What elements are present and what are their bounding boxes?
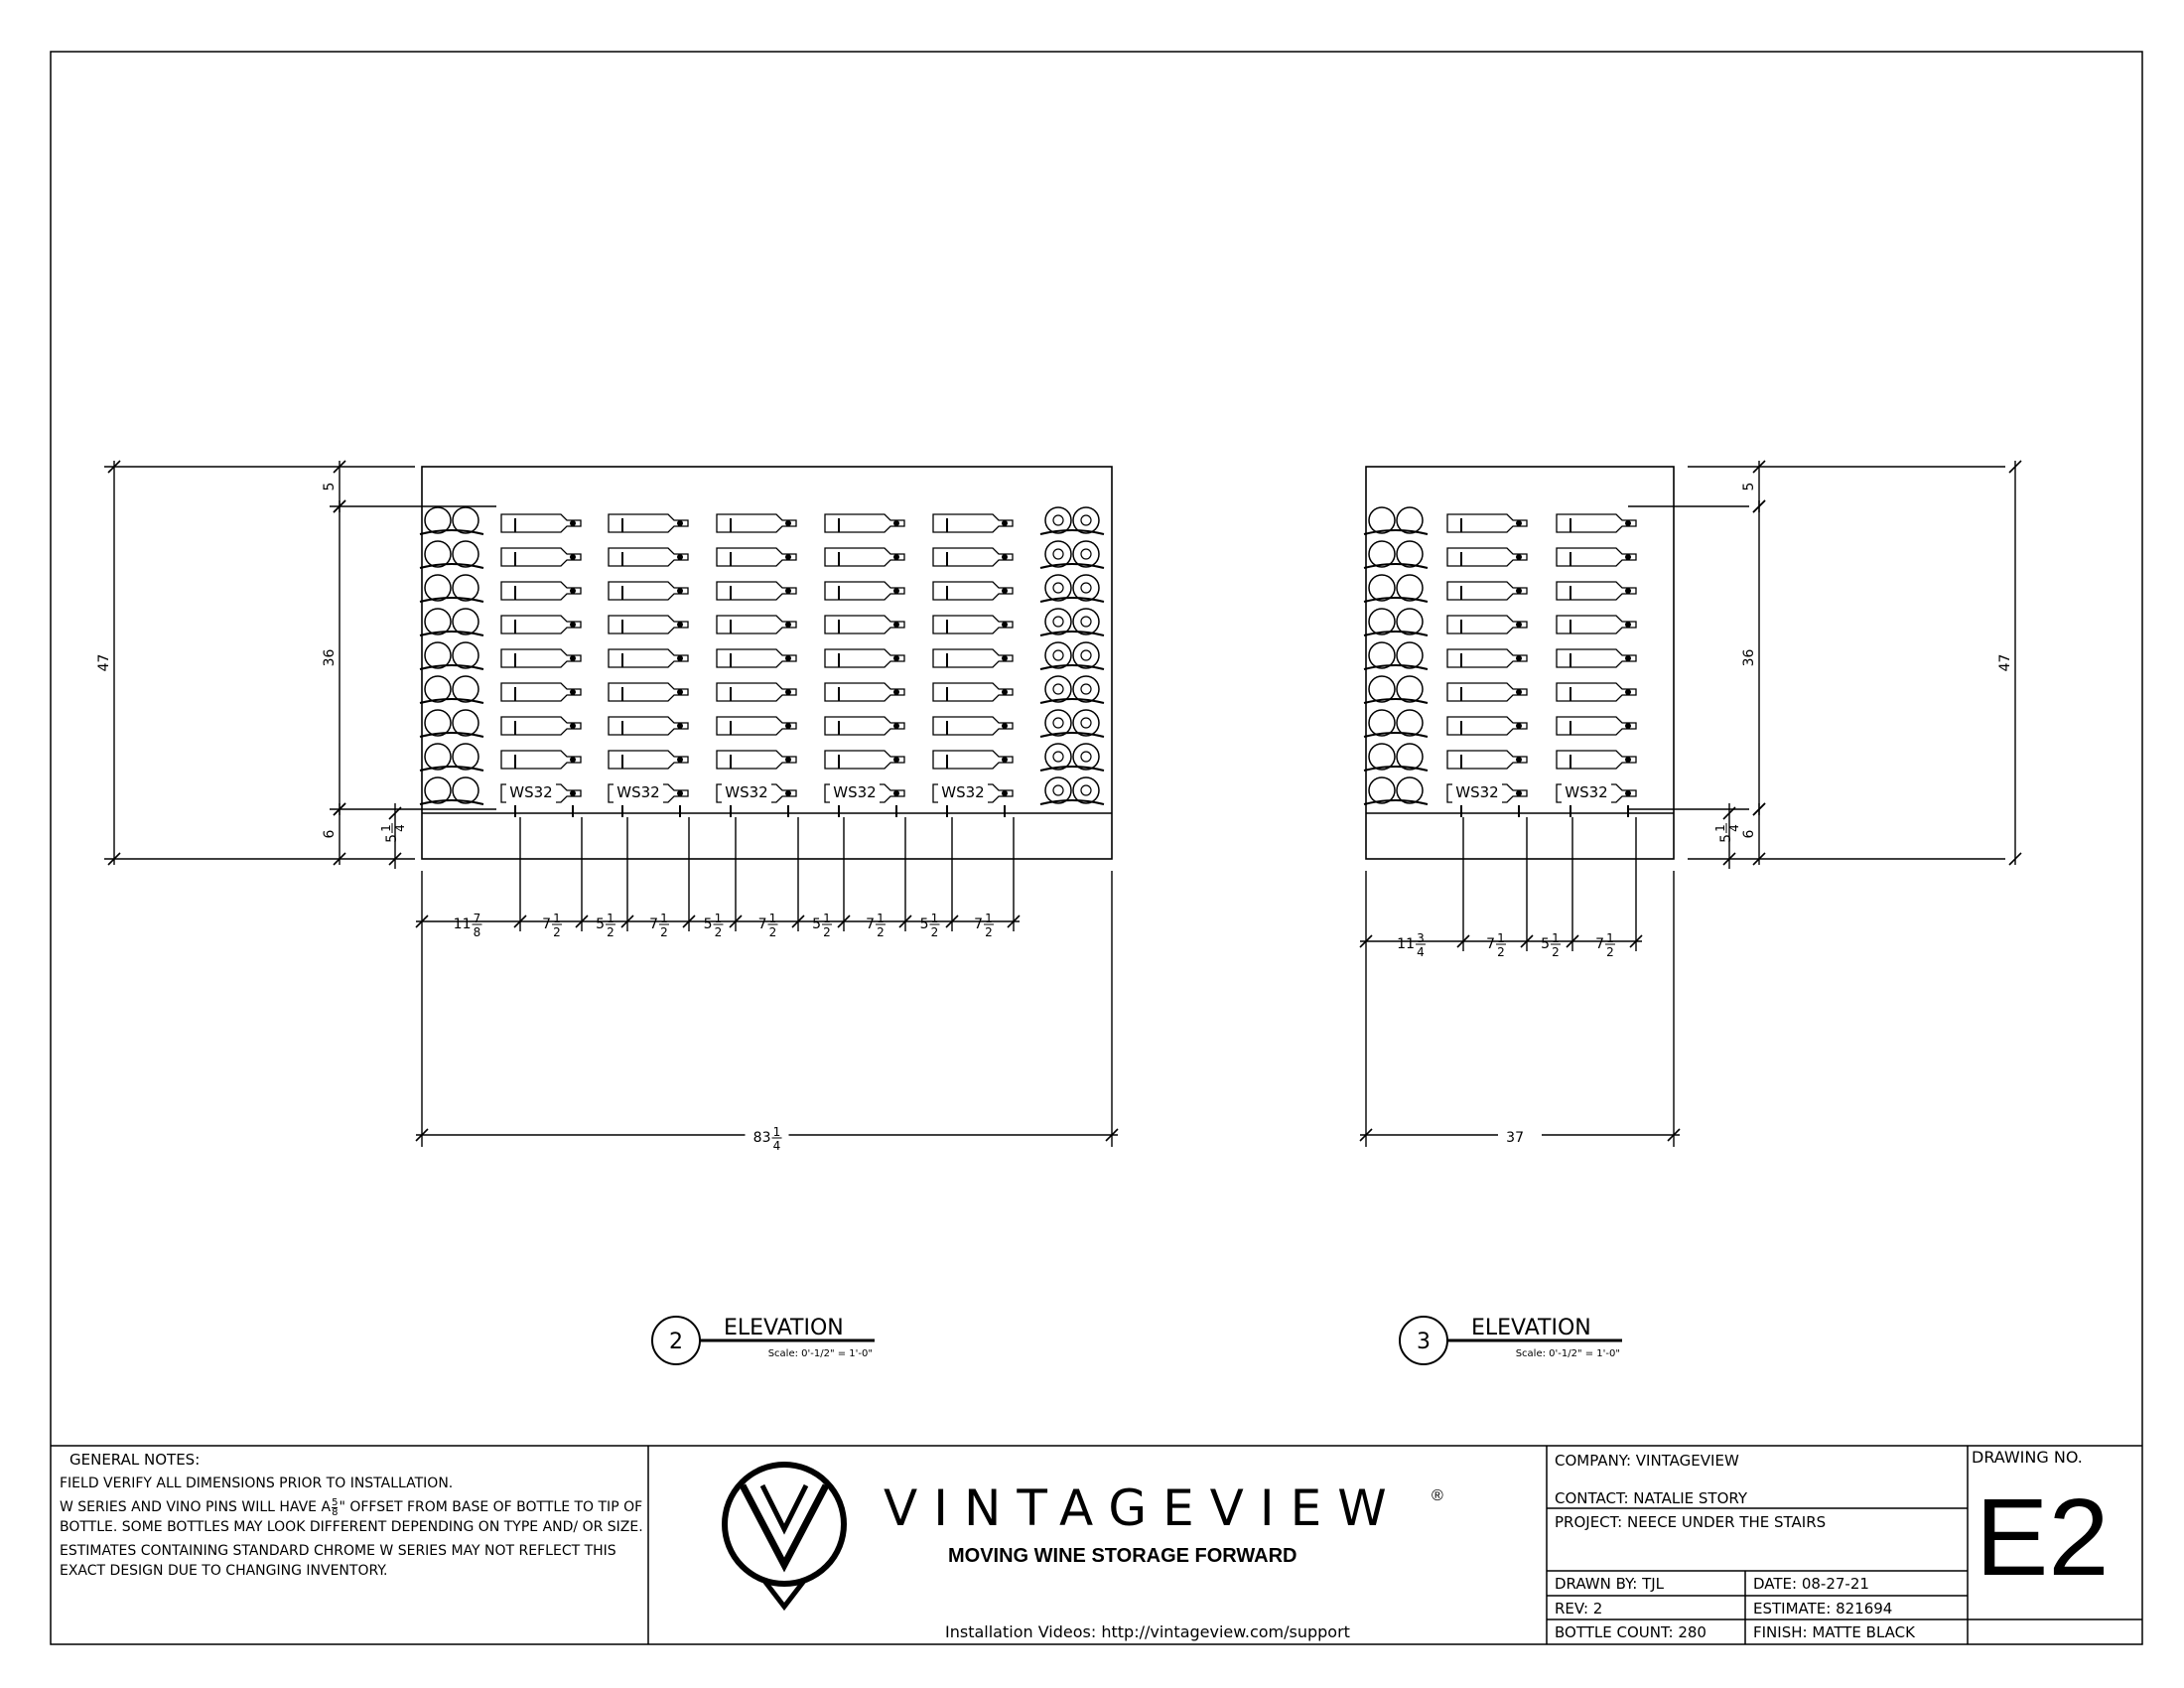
- dimension-whole: 5: [1718, 834, 1734, 843]
- bottle-neck-icon: [1081, 752, 1091, 762]
- bottle-icon: [717, 616, 796, 633]
- pin-dot-icon: [1516, 689, 1522, 695]
- pin-dot-icon: [893, 622, 899, 628]
- pin-dot-icon: [1002, 689, 1008, 695]
- dimension-numerator: 7: [473, 912, 481, 925]
- pin-dot-icon: [570, 554, 576, 560]
- view-number: 3: [1417, 1330, 1431, 1354]
- spacing-dimension: [812, 912, 832, 939]
- overall-height-dimension: 47: [1997, 653, 2013, 672]
- dimension-whole: 7: [649, 916, 658, 932]
- dimension-whole: 7: [974, 916, 983, 932]
- pin-dot-icon: [677, 622, 683, 628]
- dimension-numerator: 1: [1606, 931, 1614, 945]
- rack-height-dimension: 36: [322, 648, 338, 667]
- overall-width-dimension: [1506, 1130, 1524, 1146]
- dimension-denominator: 4: [1727, 824, 1741, 832]
- rack-label: WS32: [1455, 783, 1499, 801]
- spacing-dimension: [974, 912, 994, 939]
- bottle-icon: [933, 616, 1013, 633]
- dimension-denominator: 2: [553, 925, 561, 939]
- bottle-icon: [717, 649, 796, 667]
- rack-label: WS32: [833, 783, 877, 801]
- bottle-neck-icon: [1081, 650, 1091, 660]
- bottle-icon: [501, 717, 581, 735]
- pin-dot-icon: [1516, 655, 1522, 661]
- note-offset-fraction: [332, 1498, 338, 1517]
- dimension-whole: 5: [919, 916, 929, 932]
- pin-dot-icon: [1002, 790, 1008, 796]
- bottle-icon: [501, 548, 581, 566]
- estimate-field: ESTIMATE: 821694: [1753, 1600, 1893, 1618]
- dimension-numerator: 1: [877, 912, 885, 925]
- pin-dot-icon: [1625, 622, 1631, 628]
- bottle-icon: [501, 683, 581, 701]
- bottle-icon: [825, 717, 904, 735]
- date-field: DATE: 08-27-21: [1753, 1575, 1869, 1593]
- bottle-neck-icon: [1081, 549, 1091, 559]
- pin-dot-icon: [1625, 790, 1631, 796]
- bottle-neck-icon: [1053, 549, 1063, 559]
- bottle-icon: [1557, 683, 1636, 701]
- pin-dot-icon: [785, 655, 791, 661]
- bottle-icon: [1557, 548, 1636, 566]
- dimension-denominator: 2: [1606, 945, 1614, 959]
- drawn-by-field: DRAWN BY: TJL: [1555, 1575, 1665, 1593]
- pin-dot-icon: [570, 588, 576, 594]
- bottle-icon: [1447, 616, 1527, 633]
- bottle-neck-icon: [1053, 718, 1063, 728]
- bottle-icon: [933, 717, 1013, 735]
- pin-dot-icon: [893, 520, 899, 526]
- bottle-neck-icon: [1053, 785, 1063, 795]
- bottle-icon: [1447, 548, 1527, 566]
- bottle-neck-icon: [1081, 684, 1091, 694]
- contact-field: CONTACT: NATALIE STORY: [1555, 1489, 1748, 1507]
- bottle-icon: [717, 717, 796, 735]
- pin-dot-icon: [1625, 588, 1631, 594]
- pin-dot-icon: [893, 588, 899, 594]
- bottle-icon: [609, 616, 688, 633]
- bottle-icon: [933, 548, 1013, 566]
- spacing-dimension: [758, 912, 778, 939]
- pin-dot-icon: [1625, 723, 1631, 729]
- pin-dot-icon: [1516, 554, 1522, 560]
- bottle-icon: [825, 683, 904, 701]
- pin-dot-icon: [570, 723, 576, 729]
- dimension-denominator: 2: [1497, 945, 1505, 959]
- bottle-icon: [1447, 751, 1527, 769]
- bottle-icon: [717, 582, 796, 600]
- dimension-denominator: 4: [1417, 945, 1425, 959]
- pin-dot-icon: [1002, 622, 1008, 628]
- bottle-icon: [1557, 616, 1636, 633]
- bottle-icon: [609, 751, 688, 769]
- pin-dot-icon: [785, 757, 791, 763]
- bottle-column: [825, 514, 904, 802]
- dimension-whole: 7: [757, 916, 767, 932]
- dimension-numerator: 1: [1497, 931, 1505, 945]
- pin-dot-icon: [677, 554, 683, 560]
- bottle-icon: [825, 649, 904, 667]
- dimension-denominator: 2: [930, 925, 939, 939]
- dimension-numerator: 1: [714, 912, 723, 925]
- bottle-icon: [1557, 751, 1636, 769]
- spacing-dimension: [1397, 931, 1426, 959]
- notes-title: GENERAL NOTES:: [69, 1451, 201, 1469]
- bottle-column: [609, 514, 688, 802]
- drawing-number: E2: [1976, 1477, 2110, 1599]
- dimension-whole: 5: [384, 834, 400, 843]
- bottle-neck-icon: [1053, 650, 1063, 660]
- dimension-denominator: 2: [660, 925, 668, 939]
- bottle-end-column: [420, 507, 483, 804]
- dimension-whole: 5: [703, 916, 713, 932]
- pin-dot-icon: [785, 520, 791, 526]
- top-dimension: 5: [322, 482, 338, 492]
- vintageview-logo-icon: [725, 1465, 844, 1607]
- fraction-denominator: 8: [332, 1506, 339, 1518]
- installation-videos-link[interactable]: Installation Videos: http://vintageview.com/support: [945, 1622, 1350, 1641]
- pin-dot-icon: [570, 790, 576, 796]
- view-title: ELEVATION: [724, 1316, 844, 1340]
- pin-dot-icon: [1625, 689, 1631, 695]
- pin-dot-icon: [570, 757, 576, 763]
- pin-dot-icon: [570, 622, 576, 628]
- spacing-dimension: [704, 912, 724, 939]
- bottle-icon: [717, 548, 796, 566]
- pin-dot-icon: [893, 723, 899, 729]
- pin-dot-icon: [893, 554, 899, 560]
- elevation-view-2: [96, 461, 1118, 1364]
- pin-dot-icon: [677, 723, 683, 729]
- bottle-icon: [1447, 683, 1527, 701]
- spacing-dimension: [1595, 931, 1615, 959]
- bottle-icon: [1447, 514, 1527, 532]
- dimension-numerator: 1: [930, 912, 939, 925]
- pin-dot-icon: [677, 655, 683, 661]
- pin-dot-icon: [1002, 520, 1008, 526]
- dimension-whole: 7: [542, 916, 551, 932]
- finish-field: FINISH: MATTE BLACK: [1753, 1623, 1915, 1641]
- bottle-icon: [609, 717, 688, 735]
- dimension-denominator: 2: [607, 925, 614, 939]
- bottle-neck-icon: [1081, 718, 1091, 728]
- rack-label: WS32: [509, 783, 553, 801]
- pin-dot-icon: [1516, 520, 1522, 526]
- pin-dot-icon: [1625, 520, 1631, 526]
- general-notes: [60, 1450, 645, 1585]
- pin-dot-icon: [893, 790, 899, 796]
- dimension-denominator: 2: [877, 925, 885, 939]
- bottle-column: [501, 514, 581, 802]
- bottle-icon: [825, 514, 904, 532]
- dimension-denominator: 4: [772, 1139, 781, 1153]
- pin-dot-icon: [1002, 723, 1008, 729]
- dimension-denominator: 2: [768, 925, 777, 939]
- pin-dot-icon: [677, 689, 683, 695]
- dimension-whole: 7: [1486, 936, 1495, 952]
- bottle-icon: [933, 649, 1013, 667]
- view-title: ELEVATION: [1471, 1316, 1591, 1340]
- bottle-icon: [1557, 649, 1636, 667]
- spacing-dimension: [649, 912, 669, 939]
- dimension-whole: 11: [453, 916, 472, 932]
- pin-dot-icon: [785, 689, 791, 695]
- bottle-neck-icon: [1053, 617, 1063, 627]
- bottle-column: [933, 514, 1013, 802]
- bottle-icon: [609, 548, 688, 566]
- bottle-end-column: [1364, 507, 1428, 804]
- dimension-whole: 5: [596, 916, 605, 932]
- bottle-neck-icon: [1081, 583, 1091, 593]
- bottle-icon: [933, 514, 1013, 532]
- dimension-whole: 7: [866, 916, 875, 932]
- dimension-denominator: 8: [473, 925, 481, 939]
- bottle-icon: [933, 751, 1013, 769]
- spacing-dimension: [1541, 931, 1561, 959]
- bottle-icon: [501, 582, 581, 600]
- dimension-denominator: 2: [1552, 945, 1560, 959]
- fraction-numerator: 5: [332, 1496, 339, 1508]
- overall-height-dimension: 47: [96, 653, 112, 672]
- bottle-icon: [501, 514, 581, 532]
- bottle-icon: [717, 514, 796, 532]
- note-offset-text-b: " OFFSET FROM BASE OF BOTTLE TO TIP OF BOTTLE. SOME BOTTLES MAY LOOK DIFFERENT DEPENDING ON TYPE AND/ OR SIZE.: [60, 1499, 643, 1535]
- view-number: 2: [669, 1330, 683, 1354]
- bottle-icon: [609, 514, 688, 532]
- rack-height-dimension: 36: [1741, 648, 1757, 667]
- bottle-icon: [1557, 717, 1636, 735]
- pin-dot-icon: [1002, 655, 1008, 661]
- pin-dot-icon: [570, 689, 576, 695]
- note-offset-text-a: W SERIES AND VINO PINS WILL HAVE A: [60, 1499, 332, 1515]
- bottle-icon: [609, 582, 688, 600]
- bottle-neck-icon: [1081, 617, 1091, 627]
- spacing-dimension: [454, 912, 482, 939]
- pin-dot-icon: [893, 689, 899, 695]
- bottle-icon: [609, 683, 688, 701]
- dimension-whole: 7: [1595, 936, 1604, 952]
- bottle-column: [717, 514, 796, 802]
- pin-dot-icon: [785, 622, 791, 628]
- view-scale: Scale: 0'-1/2" = 1'-0": [1515, 1348, 1620, 1359]
- note-offset: [60, 1497, 645, 1537]
- bottle-icon: [825, 616, 904, 633]
- bottle-neck-icon: [1053, 583, 1063, 593]
- project-field: PROJECT: NEECE UNDER THE STAIRS: [1555, 1513, 1827, 1531]
- bottle-icon: [1557, 514, 1636, 532]
- spacing-dimension: [920, 912, 940, 939]
- pin-dot-icon: [570, 655, 576, 661]
- pin-dot-icon: [1002, 588, 1008, 594]
- dimension-numerator: 1: [1713, 824, 1727, 832]
- bottle-column: [1557, 514, 1636, 802]
- bottle-icon: [933, 683, 1013, 701]
- dimension-numerator: 1: [1552, 931, 1560, 945]
- bottle-icon: [501, 616, 581, 633]
- dimension-denominator: 2: [714, 925, 723, 939]
- bottle-icon: [933, 582, 1013, 600]
- bottle-count-field: BOTTLE COUNT: 280: [1555, 1623, 1706, 1641]
- elevation-view-3: [1360, 461, 2021, 1364]
- bottle-icon: [501, 649, 581, 667]
- dimension-numerator: 1: [823, 912, 831, 925]
- bottle-icon: [1447, 717, 1527, 735]
- pin-dot-icon: [1516, 588, 1522, 594]
- brand-tagline: MOVING WINE STORAGE FORWARD: [948, 1545, 1297, 1567]
- rack-label: WS32: [941, 783, 985, 801]
- dimension-whole: 37: [1506, 1130, 1524, 1146]
- pin-dot-icon: [1625, 655, 1631, 661]
- bottle-neck-icon: [1053, 752, 1063, 762]
- pin-dot-icon: [677, 790, 683, 796]
- bottle-icon: [825, 548, 904, 566]
- dimension-numerator: 1: [985, 912, 993, 925]
- sheet-border: [51, 52, 2142, 1644]
- pin-dot-icon: [677, 757, 683, 763]
- bottle-icon: [609, 649, 688, 667]
- pin-dot-icon: [893, 757, 899, 763]
- bottle-icon: [1447, 649, 1527, 667]
- pin-dot-icon: [1625, 757, 1631, 763]
- pin-dot-icon: [1516, 790, 1522, 796]
- bottle-column: [1447, 514, 1527, 802]
- drawing-number-label: DRAWING NO.: [1972, 1448, 2083, 1467]
- pin-dot-icon: [1002, 757, 1008, 763]
- dimension-whole: 5: [812, 916, 821, 932]
- bottle-icon: [717, 683, 796, 701]
- rack-label: WS32: [616, 783, 660, 801]
- bottom-dimension: 6: [322, 829, 338, 839]
- dimension-denominator: 4: [393, 824, 407, 832]
- pin-dot-icon: [677, 520, 683, 526]
- dimension-numerator: 3: [1417, 931, 1425, 945]
- dimension-numerator: 1: [768, 912, 777, 925]
- dimension-denominator: 2: [823, 925, 831, 939]
- bottom-dimension: 6: [1741, 829, 1757, 839]
- pin-dot-icon: [1516, 757, 1522, 763]
- spacing-dimension: [1486, 931, 1506, 959]
- pin-dot-icon: [1002, 554, 1008, 560]
- pin-dot-icon: [570, 520, 576, 526]
- pin-dot-icon: [1516, 723, 1522, 729]
- dimension-numerator: 1: [772, 1125, 781, 1139]
- spacing-dimension: [866, 912, 886, 939]
- dimension-numerator: 1: [553, 912, 561, 925]
- spacing-dimension: [596, 912, 615, 939]
- dimension-whole: 83: [752, 1130, 771, 1146]
- pin-dot-icon: [893, 655, 899, 661]
- pin-dot-icon: [785, 790, 791, 796]
- pin-dot-icon: [785, 723, 791, 729]
- spacing-dimension: [542, 912, 562, 939]
- bottle-neck-icon: [1053, 684, 1063, 694]
- bottle-icon: [1557, 582, 1636, 600]
- rev-field: REV: 2: [1555, 1600, 1603, 1618]
- rack-label: WS32: [1565, 783, 1608, 801]
- pin-dot-icon: [677, 588, 683, 594]
- bottle-neck-icon: [1081, 515, 1091, 525]
- dimension-numerator: 1: [660, 912, 668, 925]
- view-scale: Scale: 0'-1/2" = 1'-0": [767, 1348, 873, 1359]
- dimension-whole: 5: [1541, 936, 1550, 952]
- pin-dot-icon: [1516, 622, 1522, 628]
- bottom-gap-dimension: [379, 823, 407, 843]
- top-dimension: 5: [1741, 482, 1757, 492]
- brand-name: VINTAGEVIEW: [884, 1479, 1403, 1537]
- pin-dot-icon: [1625, 554, 1631, 560]
- bottom-gap-dimension: [1713, 823, 1741, 843]
- bottle-icon: [501, 751, 581, 769]
- dimension-denominator: 2: [985, 925, 993, 939]
- bottle-icon: [1447, 582, 1527, 600]
- bottle-neck-icon: [1081, 785, 1091, 795]
- bottle-neck-icon: [1053, 515, 1063, 525]
- note-estimates: ESTIMATES CONTAINING STANDARD CHROME W SERIES MAY NOT REFLECT THIS EXACT DESIGN DUE TO CHANGING INVENTORY.: [60, 1543, 616, 1579]
- dimension-numerator: 1: [379, 824, 393, 832]
- bottle-icon: [825, 751, 904, 769]
- pin-dot-icon: [785, 588, 791, 594]
- registered-mark: ®: [1432, 1487, 1443, 1504]
- company-field: COMPANY: VINTAGEVIEW: [1555, 1452, 1739, 1470]
- bottle-icon: [717, 751, 796, 769]
- dimension-numerator: 1: [607, 912, 614, 925]
- note-field-verify: FIELD VERIFY ALL DIMENSIONS PRIOR TO INSTALLATION.: [60, 1476, 454, 1491]
- rack-label: WS32: [725, 783, 768, 801]
- bottle-icon: [825, 582, 904, 600]
- dimension-whole: 11: [1397, 936, 1415, 952]
- bottle-face-column: [1040, 507, 1104, 804]
- pin-dot-icon: [785, 554, 791, 560]
